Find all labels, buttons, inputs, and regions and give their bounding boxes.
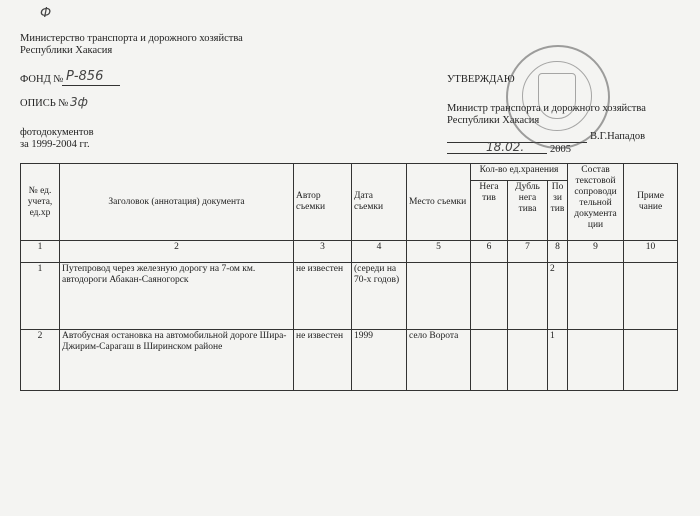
fund-number: Р-856 (66, 69, 104, 84)
approve-role-line-2: Республики Хакасия (447, 115, 540, 126)
inventory-number: 3ф (70, 95, 88, 109)
inventory-table (20, 163, 678, 391)
header-positive: По зи тив (548, 181, 568, 241)
column-number: 1 (21, 241, 60, 263)
row-negative (471, 263, 508, 330)
header-duplicate: Дубль нега тива (508, 181, 548, 241)
signer-name: В.Г.Нападов (590, 131, 646, 142)
column-number: 10 (624, 241, 678, 263)
ministry-line-2: Республики Хакасия (20, 45, 113, 56)
official-seal (506, 45, 610, 149)
column-number: 2 (60, 241, 294, 263)
column-number: 8 (548, 241, 568, 263)
row-place: село Ворота (407, 330, 471, 391)
approve-title: УТВЕРЖДАЮ (447, 74, 515, 85)
row-author: не известен (294, 330, 352, 391)
row-num: 1 (21, 263, 60, 330)
column-number: 4 (352, 241, 407, 263)
row-title: Автобусная остановка на автомобильной дороге Шира-Джирим-Сарагаш в Ширинском районе (60, 330, 294, 391)
ministry-line-1: Министерство транспорта и дорожного хозяйства (20, 33, 243, 44)
row-docs (568, 330, 624, 391)
inventory-label: ОПИСЬ № (20, 98, 69, 109)
column-number: 5 (407, 241, 471, 263)
approve-date: 18.02. (486, 140, 525, 154)
row-docs (568, 263, 624, 330)
header-note: Приме чание (624, 164, 678, 241)
header-units-group: Кол-во ед.хранения (471, 164, 568, 181)
header-title: Заголовок (аннотация) документа (60, 164, 294, 241)
column-number: 9 (568, 241, 624, 263)
header-docs: Состав текстовой сопроводи тельной документа ции (568, 164, 624, 241)
row-title: Путепровод через железную дорогу на 7-ом км. автодороги Абакан-Саяногорск (60, 263, 294, 330)
date-underline (447, 153, 547, 154)
row-duplicate (508, 263, 548, 330)
column-number: 6 (471, 241, 508, 263)
column-number: 3 (294, 241, 352, 263)
row-num: 2 (21, 330, 60, 391)
row-note (624, 263, 678, 330)
table-row (21, 263, 678, 330)
row-negative (471, 330, 508, 391)
row-author: не известен (294, 263, 352, 330)
row-note (624, 330, 678, 391)
fund-underline (62, 85, 120, 86)
row-date: (середи на 70-х годов) (352, 263, 407, 330)
approve-year: 2005 (550, 144, 571, 155)
row-positive: 2 (548, 263, 568, 330)
column-number: 7 (508, 241, 548, 263)
row-positive: 1 (548, 330, 568, 391)
header-num: № ед. учета, ед.хр (21, 164, 60, 241)
header-author: Автор съемки (294, 164, 352, 241)
column-number-row (21, 241, 678, 263)
header-negative: Нега тив (471, 181, 508, 241)
header-date: Дата съемки (352, 164, 407, 241)
doc-type-line-1: фотодокументов (20, 127, 94, 138)
fund-label: ФОНД № (20, 74, 64, 85)
approve-role-line-1: Министр транспорта и дорожного хозяйства (447, 103, 646, 114)
doc-type-line-2: за 1999-2004 гг. (20, 139, 90, 150)
header-place: Место съемки (407, 164, 471, 241)
table-row (21, 330, 678, 391)
corner-mark: Ф (40, 6, 52, 21)
row-date: 1999 (352, 330, 407, 391)
row-duplicate (508, 330, 548, 391)
row-place (407, 263, 471, 330)
